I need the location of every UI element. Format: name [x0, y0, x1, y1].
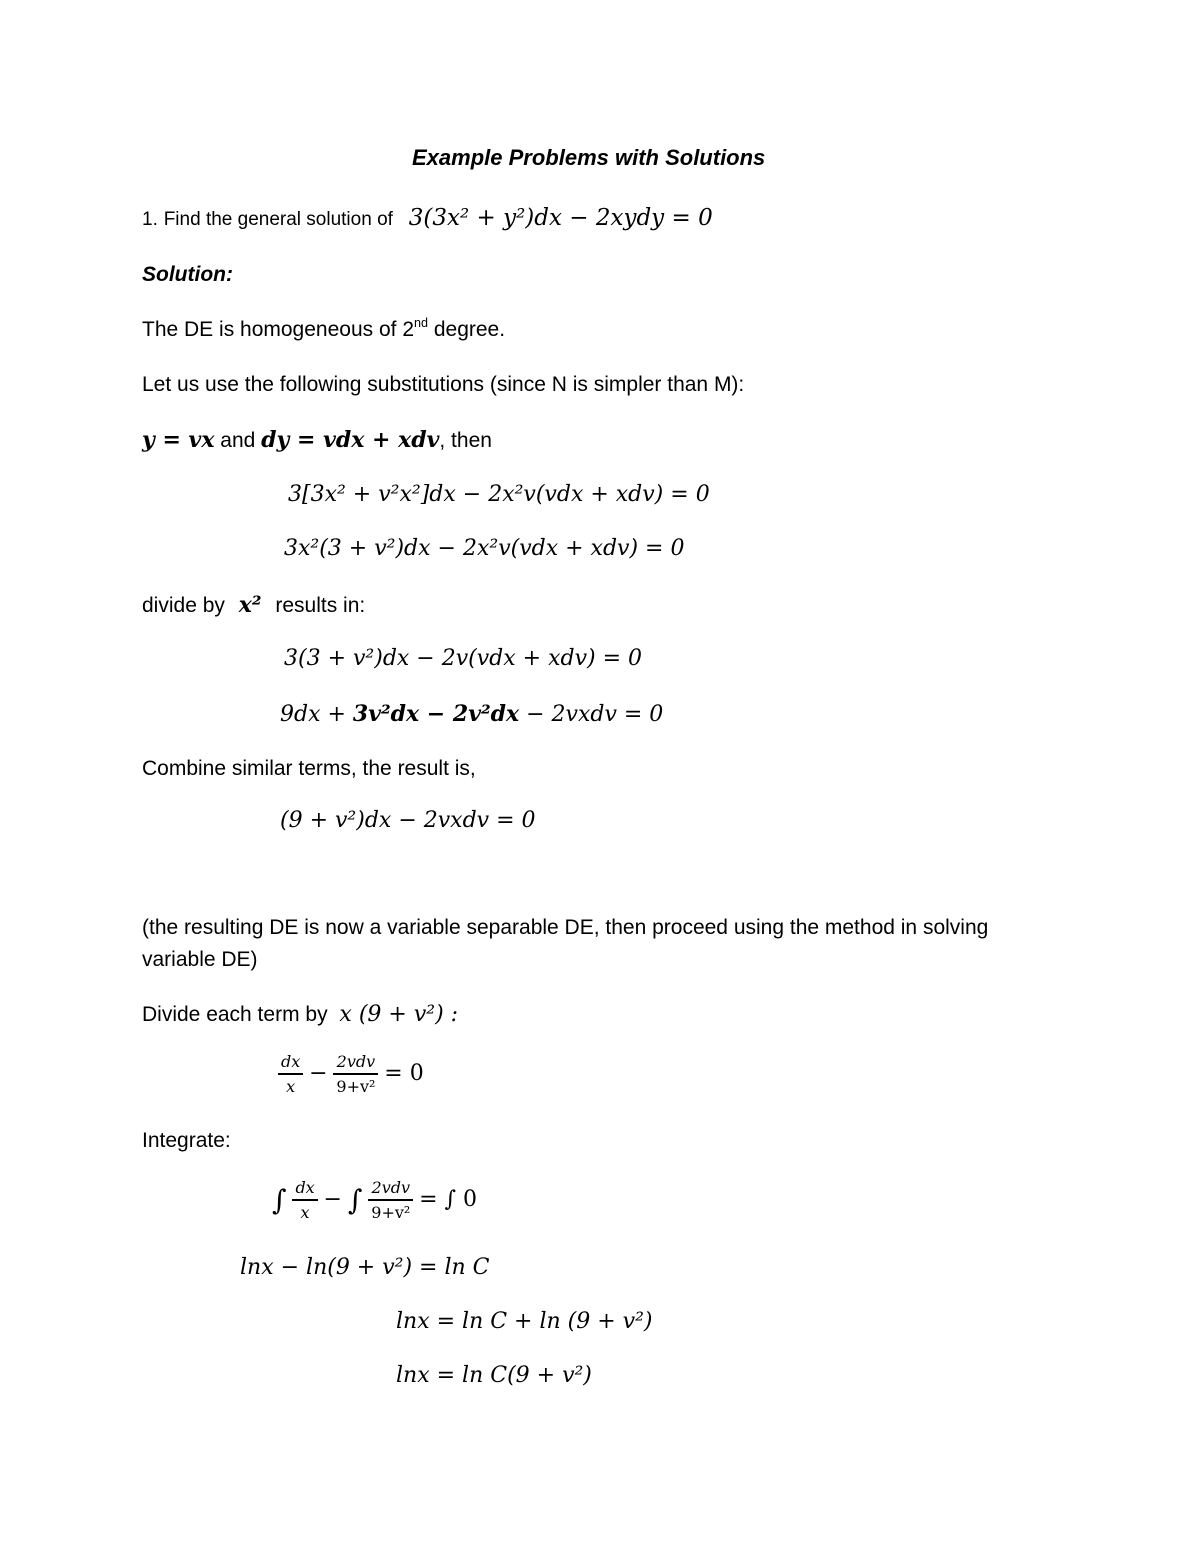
divide-result-text: results in: — [275, 594, 366, 617]
minus-sign: − — [309, 1060, 328, 1086]
divide-each-text: Divide each term by — [142, 1003, 328, 1026]
minus-sign: − — [323, 1186, 342, 1212]
equation-5: (9 + v²)dx − 2vxdv = 0 — [280, 808, 536, 833]
solution-label: Solution: — [142, 263, 233, 286]
fraction-denominator: x — [286, 1077, 296, 1097]
integrate-label: Integrate: — [142, 1129, 231, 1152]
divide-each-expression: x (9 + v²) : — [339, 1002, 459, 1027]
fraction-denominator: 9+v² — [371, 1203, 411, 1223]
divide-text: divide by — [142, 594, 225, 617]
equation-3: 3(3 + v²)dx − 2v(vdx + xdv) = 0 — [284, 646, 643, 671]
separable-note-line2: variable DE) — [142, 948, 258, 971]
equation-8: lnx = ln C + ln (9 + v²) — [396, 1309, 653, 1334]
equation-integral — [272, 1178, 477, 1222]
divide-each-statement — [142, 1002, 458, 1028]
equation-4-end: − 2vxdv = 0 — [519, 702, 664, 727]
substitution-intro: Let us use the following substitutions (since N is simpler than M): — [142, 373, 745, 396]
integral-result: = ∫ 0 — [419, 1186, 478, 1212]
homogeneous-text: The DE is homogeneous of 2 — [142, 318, 414, 341]
equals-zero: = 0 — [384, 1060, 424, 1086]
fraction-2vdv — [333, 1052, 378, 1096]
equation-4-bold-terms: 3v²dx − 2v²dx — [352, 701, 520, 727]
fraction-dx-over-x — [292, 1178, 317, 1222]
separable-note-line1: (the resulting DE is now a variable separable DE, then proceed using the method in solving — [142, 916, 989, 939]
fraction-numerator: dx — [278, 1052, 303, 1075]
problem-statement — [142, 205, 713, 233]
homogeneous-statement — [142, 317, 505, 342]
page-title: Example Problems with Solutions — [412, 145, 766, 170]
subst-dy: dy = vdx + xdv — [261, 427, 440, 453]
fraction-dx-over-x — [278, 1052, 303, 1096]
equation-6 — [278, 1052, 424, 1096]
problem-text: Find the general solution of — [163, 209, 393, 230]
equation-4 — [280, 701, 663, 728]
fraction-denominator: x — [300, 1203, 310, 1223]
subst-and: and — [214, 429, 262, 452]
divide-expression: x² — [238, 592, 262, 618]
fraction-numerator: dx — [292, 1178, 317, 1201]
homogeneous-degree-text: degree. — [428, 318, 506, 341]
fraction-2vdv — [368, 1178, 413, 1222]
integral-sign: ∫ — [272, 1183, 287, 1217]
substitution-line — [142, 427, 492, 453]
equation-9: lnx = ln C(9 + v²) — [396, 1363, 592, 1388]
problem-equation: 3(3x² + y²)dx − 2xydy = 0 — [408, 205, 713, 231]
degree-superscript: nd — [414, 316, 429, 331]
integral-sign: ∫ — [347, 1183, 363, 1217]
subst-y: y = vx — [142, 427, 215, 453]
equation-1: 3[3x² + v²x²]dx − 2x²v(vdx + xdv) = 0 — [288, 482, 710, 507]
combine-statement: Combine similar terms, the result is, — [142, 757, 476, 780]
fraction-numerator: 2vdv — [333, 1052, 378, 1075]
subst-then: , then — [439, 429, 492, 452]
equation-7: lnx − ln(9 + v²) = ln C — [240, 1255, 490, 1280]
fraction-denominator: 9+v² — [336, 1077, 376, 1097]
equation-4-start: 9dx + — [280, 702, 353, 727]
divide-statement — [142, 592, 365, 618]
problem-number: 1. — [142, 209, 158, 230]
fraction-numerator: 2vdv — [368, 1178, 413, 1201]
equation-2: 3x²(3 + v²)dx − 2x²v(vdx + xdv) = 0 — [284, 536, 685, 561]
